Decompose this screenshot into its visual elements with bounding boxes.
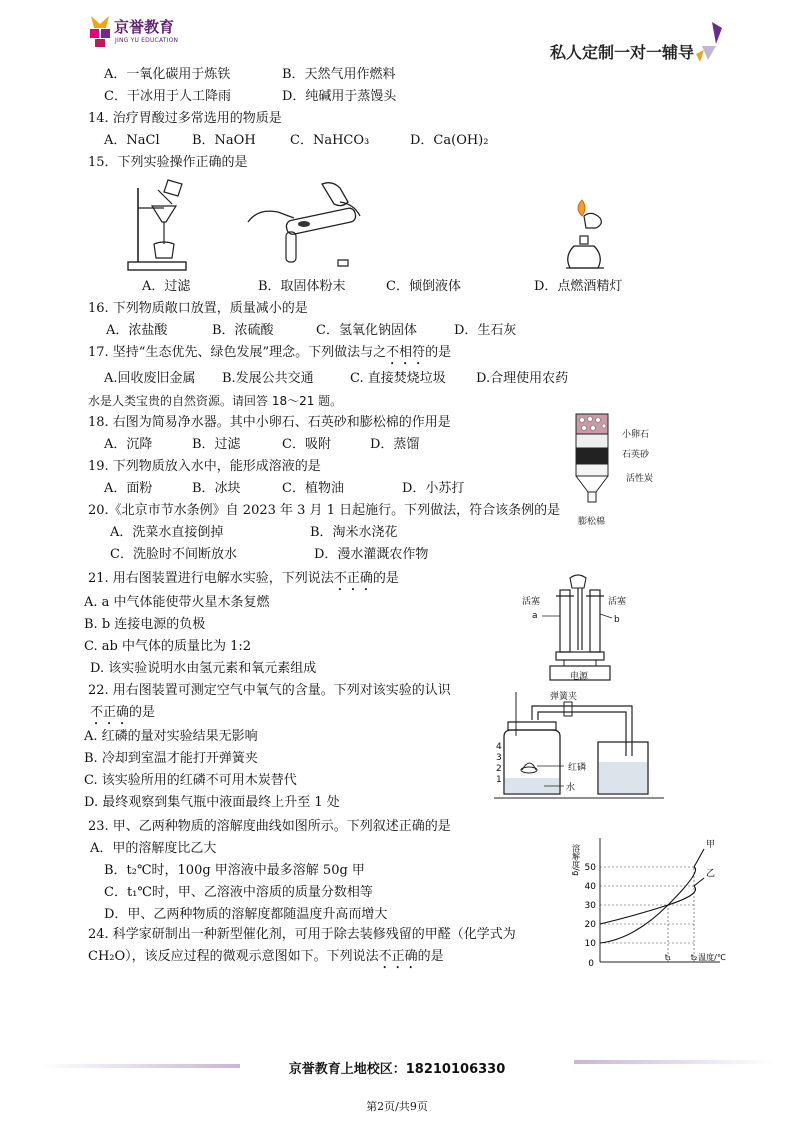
- x-tick-label-0: t₁: [664, 953, 672, 962]
- q21-option-c: C. ab 中气体的质量比为 1:2: [84, 639, 252, 654]
- q20-option-a: A．洗菜水直接倒掉: [110, 525, 224, 540]
- brand-subtitle: JING YU EDUCATION: [115, 37, 179, 44]
- header-decor-icon: [694, 20, 724, 64]
- q16-option-d: D．生石灰: [454, 323, 517, 338]
- q20-option-c: C．洗脸时不间断放水: [110, 547, 237, 562]
- q15-option-a: A．过滤: [142, 279, 191, 294]
- q15-option-d: D．点燃酒精灯: [534, 279, 623, 294]
- header-slogan: 私人定制一对一辅导: [549, 43, 694, 62]
- series-line-1: [600, 878, 704, 924]
- q18-stem: 18. 右图为简易净水器。其中小卵石、石英砂和膨松棉的作用是: [88, 415, 451, 430]
- q15-option-c: C．倾倒液体: [386, 279, 461, 294]
- filter-label-cotton: 膨松棉: [578, 517, 606, 527]
- x-tick-label-1: t₂: [690, 953, 698, 962]
- brand-logo: [88, 14, 188, 52]
- q17-stem: 17. 坚持“生态优先、绿色发展”理念。下列做法与之不相符的是: [88, 345, 452, 360]
- q23-option-c: C．t₁℃时，甲、乙溶液中溶质的质量分数相等: [104, 885, 373, 900]
- q14-option-a: A．NaCl: [104, 133, 160, 148]
- water-section-intro: 水是人类宝贵的自然资源。请回答 18～21 题。: [88, 394, 343, 408]
- q22-option-c: C. 该实验所用的红磷不可用木炭替代: [84, 773, 297, 788]
- q17-option-a: A.回收废旧金属: [104, 371, 196, 386]
- q14-stem: 14. 治疗胃酸过多常选用的物质是: [88, 111, 282, 126]
- powder-sampling-figure: [242, 178, 372, 272]
- q24-stem-line2: CH₂O），该反应过程的微观示意图如下。下列说法不正确的是: [88, 949, 444, 964]
- oxygen-mark-2: 2: [496, 764, 502, 774]
- q23-option-d: D．甲、乙两种物质的溶解度都随温度升高而增大: [104, 907, 388, 922]
- q15-option-b: B．取固体粉末: [258, 279, 346, 294]
- q23-option-b: B．t₂℃时，100g 甲溶液中最多溶解 50g 甲: [104, 863, 365, 878]
- oxygen-mark-4: 4: [496, 742, 502, 752]
- q21-option-d: D. 该实验说明水由氢元素和氧元素组成: [90, 661, 317, 676]
- electrolysis-label-power: 电源: [570, 672, 589, 682]
- q19-option-a: A．面粉: [104, 481, 153, 496]
- q22-stem-line1: 22. 用右图装置可测定空气中氧气的含量。下列对该实验的认识: [88, 683, 451, 698]
- y-axis-label: 溶解度/g: [571, 844, 581, 876]
- q18-option-d: D．蒸馏: [370, 437, 420, 452]
- y-tick-label-20: 20: [584, 920, 596, 930]
- q23-stem: 23. 甲、乙两种物质的溶解度曲线如图所示。下列叙述正确的是: [88, 819, 451, 834]
- y-tick-label-10: 10: [584, 939, 596, 949]
- q22-stem-line2: 不正确的是: [90, 705, 156, 720]
- brand-logo-icon: [88, 14, 112, 48]
- q22-option-a: A. 红磷的量对实验结果无影响: [84, 729, 258, 744]
- q17-option-c: C. 直接焚烧垃圾: [350, 371, 446, 386]
- filter-label-quartz-sand: 石英砂: [622, 450, 650, 460]
- electrolysis-label-b: b: [614, 615, 620, 625]
- solubility-chart-ticks: [585, 863, 698, 962]
- q18-option-b: B．过滤: [192, 437, 241, 452]
- solubility-chart: [560, 830, 740, 970]
- q16-stem: 16. 下列物质敞口放置，质量减小的是: [88, 301, 308, 316]
- q13-option-c: C．干冰用于人工降雨: [104, 89, 231, 104]
- series-label-1: 乙: [706, 869, 716, 879]
- q24-emphasis: 不正确: [378, 949, 418, 964]
- q21-option-a: A. a 中气体能使带火星木条复燃: [84, 595, 270, 610]
- solubility-chart-axes: [600, 838, 720, 962]
- page-number: 第2页/共9页: [366, 1100, 428, 1113]
- q19-stem: 19. 下列物质放入水中，能形成溶液的是: [88, 459, 321, 474]
- q14-option-c: C．NaHCO₃: [290, 133, 370, 148]
- q22-option-d: D. 最终观察到集气瓶中液面最终上升至 1 处: [84, 795, 340, 810]
- q22-emphasis: 不正确: [90, 705, 130, 720]
- oxygen-label-water: 水: [566, 783, 576, 793]
- water-filter-figure: [568, 408, 618, 510]
- q13-option-d: D．纯碱用于蒸馒头: [282, 89, 397, 104]
- q21-emphasis: 不正确: [333, 571, 373, 586]
- series-line-0: [600, 849, 704, 943]
- q18-option-c: C．吸附: [282, 437, 331, 452]
- filter-label-activated-carbon: 活性炭: [626, 474, 654, 484]
- oxygen-label-phosphorus: 红磷: [568, 763, 587, 773]
- q20-option-d: D．漫水灌溉农作物: [314, 547, 429, 562]
- oxygen-mark-3: 3: [496, 753, 502, 763]
- q13-option-b: B．天然气用作燃料: [282, 67, 396, 82]
- y-tick-label-40: 40: [584, 882, 596, 892]
- q13-option-a: A．一氧化碳用于炼铁: [104, 67, 231, 82]
- electrolysis-apparatus-figure: [520, 570, 660, 682]
- q22-option-b: B. 冷却到室温才能打开弹簧夹: [84, 751, 258, 766]
- q18-option-a: A．沉降: [104, 437, 153, 452]
- q17-option-d: D.合理使用农药: [476, 371, 569, 386]
- q19-option-c: C．植物油: [282, 481, 344, 496]
- filter-label-pebbles: 小卵石: [622, 430, 650, 440]
- q19-option-d: D．小苏打: [402, 481, 465, 496]
- y-tick-label-50: 50: [584, 863, 596, 873]
- x-axis-label: 温度/℃: [698, 953, 726, 962]
- q24-stem-line1: 24. 科学家研制出一种新型催化剂，可用于除去装修残留的甲醛（化学式为: [88, 927, 516, 942]
- q23-option-a: A．甲的溶解度比乙大: [90, 841, 217, 856]
- q20-stem: 20.《北京市节水条例》自 2023 年 3 月 1 日起施行。下列做法，符合该条例的是: [88, 503, 561, 518]
- q17-emphasis: 不相符: [386, 345, 426, 360]
- q16-option-b: B．浓硫酸: [212, 323, 274, 338]
- series-label-0: 甲: [706, 840, 716, 850]
- q17-option-b: B.发展公共交通: [222, 371, 314, 386]
- q14-option-d: D．Ca(OH)₂: [410, 133, 489, 148]
- q14-option-b: B．NaOH: [192, 133, 256, 148]
- electrolysis-label-a: a: [532, 611, 538, 621]
- q21-option-b: B. b 连接电源的负极: [84, 617, 206, 632]
- solubility-chart-series: [600, 849, 704, 943]
- origin-label: 0: [588, 959, 594, 969]
- oxygen-mark-1: 1: [496, 775, 502, 785]
- q19-option-b: B．冰块: [192, 481, 241, 496]
- q20-option-b: B．淘米水浇花: [310, 525, 398, 540]
- electrolysis-label-valve-right: 活塞: [608, 597, 627, 607]
- oxygen-label-clamp: 弹簧夹: [550, 692, 578, 702]
- q21-stem: 21. 用右图装置进行电解水实验，下列说法不正确的是: [88, 571, 399, 586]
- filtration-apparatus-figure: [124, 178, 194, 272]
- q15-stem: 15．下列实验操作正确的是: [88, 155, 248, 170]
- y-tick-label-30: 30: [584, 901, 596, 911]
- q16-option-a: A．浓盐酸: [106, 323, 168, 338]
- oxygen-measurement-figure: [494, 686, 664, 804]
- alcohol-lamp-figure: [560, 196, 610, 272]
- brand-name: 京誉教育: [114, 18, 175, 36]
- q16-option-c: C．氢氧化钠固体: [316, 323, 417, 338]
- footer-contact: 京誉教育上地校区：18210106330: [288, 1062, 506, 1077]
- electrolysis-label-valve-left: 活塞: [522, 597, 541, 607]
